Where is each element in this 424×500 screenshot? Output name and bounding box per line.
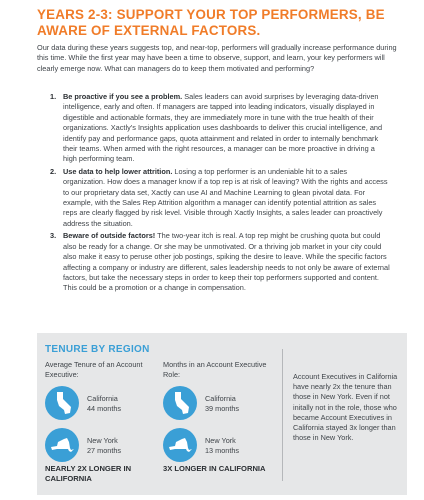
- list-number: 3.: [50, 231, 57, 241]
- column-conclusion: 3X LONGER IN CALIFORNIA: [163, 464, 266, 473]
- new-york-icon: [163, 428, 197, 462]
- list-number: 2.: [50, 166, 57, 176]
- list-body: The two-year itch is real. A top rep might be crushing quota but could also be ready for a change. Or she may be unmotivated. Or a thriving job market in your city could also make it easy to peruse other job postings, spiking the desire to leave. While the specific factors affecting a company or industry are different, sales leadership needs to not only be aware of external factors, but take the necessary steps in order to keep their top performers supported and content. This could be a promotion or a change in compensation.: [63, 231, 390, 293]
- list-number: 1.: [50, 92, 57, 101]
- list-lead: Be proactive if you see a problem.: [63, 92, 183, 101]
- stat-value: 13 months: [205, 445, 240, 455]
- list-item: [50, 231, 390, 293]
- intro-paragraph: Our data during these years suggests top, and near-top, performers will gradually increase performance during this time. While the first year may have been a time to observe, support, and learn, your key performers will clearly emerge now. What can managers do to keep them motivated and performing?: [37, 43, 397, 73]
- panel-divider: [282, 349, 283, 481]
- average-tenure-column: [45, 360, 155, 483]
- stat-state: California: [87, 394, 118, 403]
- stat-state: New York: [205, 436, 236, 445]
- list-lead: Use data to help lower attrition.: [63, 166, 173, 176]
- stat-california: [163, 386, 273, 424]
- stat-california: [45, 386, 155, 424]
- new-york-icon: [45, 428, 79, 462]
- california-icon: [163, 386, 197, 420]
- list-lead: Beware of outside factors!: [63, 231, 156, 241]
- california-icon: [45, 386, 79, 420]
- list-item: [50, 167, 390, 229]
- stat-value: 44 months: [87, 403, 122, 413]
- column-label: Average Tenure of an Account Executive:: [45, 360, 143, 379]
- stat-value: 39 months: [205, 403, 240, 413]
- stat-new-york: [163, 428, 273, 466]
- panel-title: TENURE BY REGION: [45, 344, 150, 355]
- list-item: [50, 92, 390, 165]
- column-label: Months in an Account Executive Role:: [163, 360, 267, 379]
- tenure-panel: [37, 333, 407, 495]
- stat-value: 27 months: [87, 445, 122, 455]
- recommendation-list: [50, 92, 390, 294]
- section-heading: YEARS 2-3: SUPPORT YOUR TOP PERFORMERS, BE AWARE OF EXTERNAL FACTORS.: [37, 7, 385, 38]
- role-tenure-column: [163, 360, 273, 473]
- stat-state: New York: [87, 436, 118, 445]
- panel-note: Account Executives in California have nearly 2x the tenure than those in New York. Even if not initally not in the role, those who became Account Executives in California stayed 3x longer than those in New York.: [293, 372, 398, 443]
- stat-state: California: [205, 394, 236, 403]
- column-conclusion: NEARLY 2X LONGER IN CALIFORNIA: [45, 464, 132, 483]
- stat-new-york: [45, 428, 155, 466]
- list-body: Sales leaders can avoid surprises by leveraging data-driven intelligence, early and often. If managers are tapped into leading indicators, visually displayed in digestible and actionable formats, they are immediately more in tune with the true health of their organizations. Xactly’s Insights application uses dashboards to deliver this crucial intelligence, and identify pay and performance gaps, quota attainment and related in order to internally benchmark their teams. When armed with the right resources, a manager can be more proactive in driving a high performing team.: [63, 92, 383, 164]
- list-body: Losing a top performer is an undeniable hit to a sales organization. How does a manager know if a top rep is at risk of leaving? With the rights and access to our proprietary data set, Xactly can use AI and Machine Learning to glean pivotal data. For example, with the Sales Rep Attrition algorithm a manager can identify potential attrition as sales reps are clearly flagged by risk level. Visible through Xactly Insights, a sales leader can proactively address the situation.: [63, 166, 388, 228]
